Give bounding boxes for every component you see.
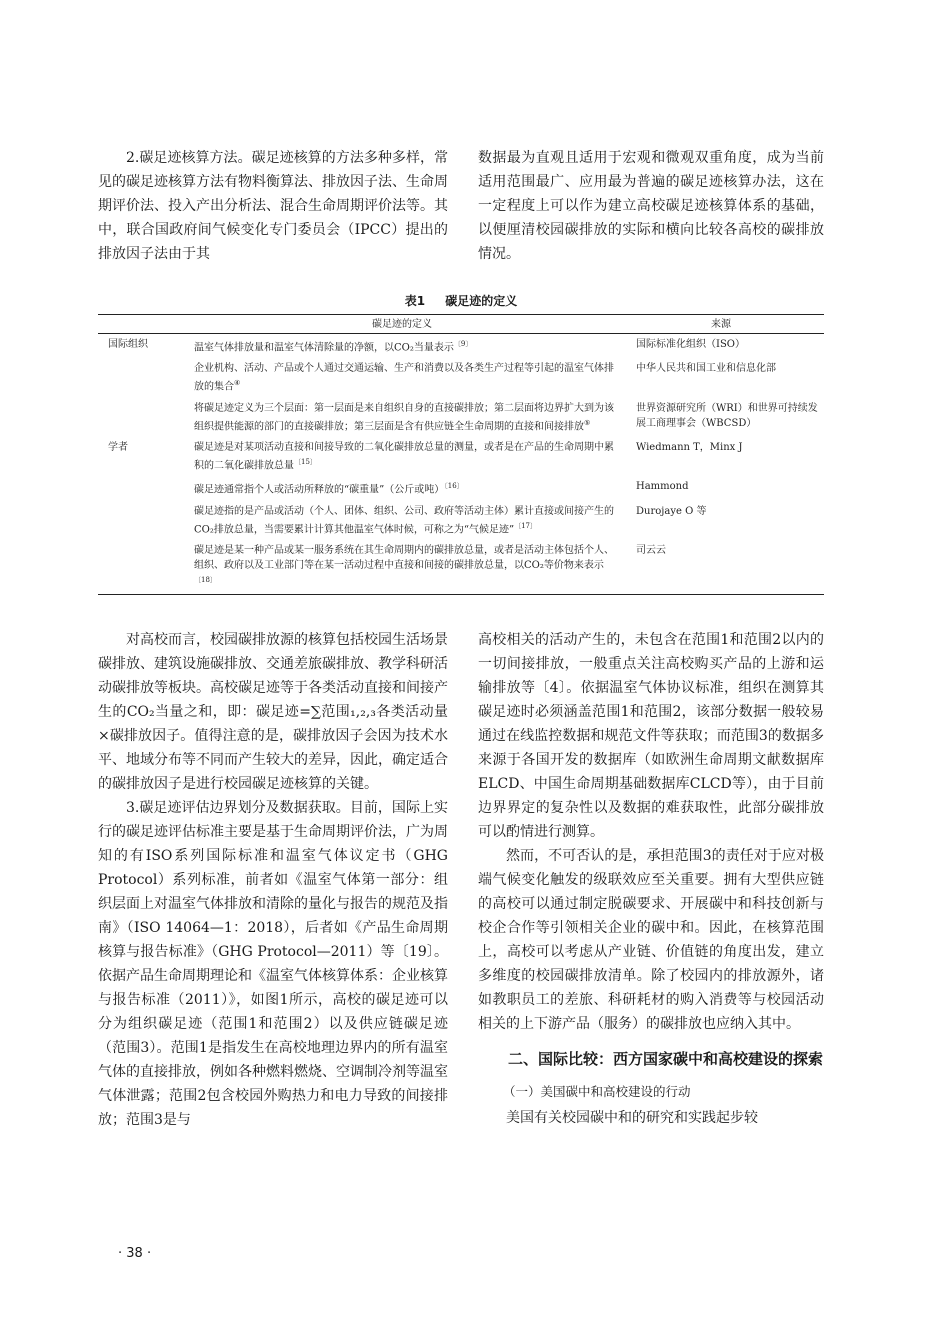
- page-number: · 38 ·: [118, 1246, 152, 1261]
- table-header-empty: [98, 315, 186, 334]
- body-column-top-left: [98, 146, 448, 266]
- table-cell-definition: [186, 501, 618, 540]
- reference-mark: ⑤: [584, 418, 591, 427]
- table-row: [98, 501, 824, 540]
- table-cell-definition: [186, 398, 618, 437]
- carbon-footprint-definition-table: [98, 314, 824, 595]
- definition-text: 温室气体排放量和温室气体清除量的净额，以CO₂当量表示: [194, 342, 454, 354]
- table-header-source: 来源: [618, 315, 824, 334]
- section-heading: 二、国际比较：西方国家碳中和高校建设的探索: [508, 1050, 824, 1068]
- reference-mark: 〔16〕: [444, 482, 464, 491]
- table-cell-category: [98, 358, 186, 397]
- reference-mark: 〔9〕: [453, 340, 473, 348]
- definition-text: 将碳足迹定义为三个层面：第一层面是来自组织自身的直接碳排放；第二层面将边界扩大到为该组织提供能源的部门的直接碳排放；第三层面是含有供应链全生命周期的直接和间接排放: [194, 402, 614, 432]
- table-cell-definition: [186, 540, 618, 595]
- body-column-top-right: [478, 146, 824, 266]
- paragraph: 高校相关的活动产生的，未包含在范围1和范围2以内的一切间接排放，一般重点关注高校购买产品的上游和运输排放等〔4〕。依据温室气体协议标准，组织在测算其碳足迹时必须涵盖范围1和范围2，该部分数据一般较易通过在线监控数据和规范文件等获取；而范围3的数据多来源于各国开发的数据库（如欧洲生命周期文献数据库ELCD、中国生命周期基础数据库CLCD等），由于目前边界界定的复杂性以及数据的难获取性，此部分碳排放可以酌情进行测算。: [478, 632, 824, 840]
- table-cell-definition: [186, 476, 618, 500]
- table-cell-category: 学者: [108, 441, 128, 453]
- body-column-bottom-left: [98, 628, 448, 1132]
- table-caption: [98, 292, 824, 309]
- reference-mark: ④: [234, 379, 241, 388]
- definition-text: 碳足迹通常指个人或活动所释放的“碳重量”（公斤或吨）: [194, 484, 445, 496]
- body-column-bottom-right: [478, 628, 824, 1130]
- table-header-definition: 碳足迹的定义: [186, 315, 618, 334]
- table-label: 表1: [404, 294, 426, 308]
- table-cell-source: 中华人民共和国工业和信息化部: [636, 363, 776, 375]
- definition-text: 企业机构、活动、产品或个人通过交通运输、生产和消费以及各类生产过程等引起的温室气体排放的集合: [194, 363, 614, 393]
- table-title: 碳足迹的定义: [445, 294, 518, 308]
- table-row: [98, 540, 824, 595]
- table-cell-category: [98, 398, 186, 437]
- definition-text: 碳足迹是对某项活动直接和间接导致的二氧化碳排放总量的测量，或者是在产品的生命周期中累积的二氧化碳排放总量: [194, 441, 614, 472]
- table-cell-definition: [186, 334, 618, 359]
- subsection-heading: （一）美国碳中和高校建设的行动: [503, 1084, 691, 1099]
- reference-mark: 〔18〕: [194, 575, 217, 584]
- paragraph: 然而，不可否认的是，承担范围3的责任对于应对极端气候变化触发的级联效应至关重要。拥有大型供应链的高校可以通过制定脱碳要求、开展碳中和科技创新与校企合作等引领相关企业的碳中和。因此，在核算范围上，高校可以考虑从产业链、价值链的角度出发，建立多维度的校园碳排放清单。除了校园内的排放源外，诸如教职员工的差旅、科研耗材的购入消费等与校园活动相关的上下游产品（服务）的碳排放也应纳入其中。: [478, 848, 824, 1032]
- table-cell-category: [98, 476, 186, 500]
- table-cell-definition: [186, 358, 618, 397]
- table-cell-source: Durojaye O 等: [636, 505, 707, 517]
- table-cell-source: Hammond: [636, 481, 689, 493]
- paragraph: 美国有关校园碳中和的研究和实践起步较: [506, 1110, 758, 1126]
- paragraph: 3.碳足迹评估边界划分及数据获取。目前，国际上实行的碳足迹评估标准主要是基于生命周期评价法，广为周知的有ISO系列国际标准和温室气体议定书（GHG Protocol）系列标准，前者如《温室气体第一部分：组织层面上对温室气体排放和清除的量化与报告的规范及指南》（ISO 14064—1：2018），后者如《产品生命周期核算与报告标准》（GHG Protocol—2011）等〔19〕。依据产品生命周期理论和《温室气体核算体系：企业核算与报告标准（2011）》，如图1所示，高校的碳足迹可以分为组织碳足迹（范围1和范围2）以及供应链碳足迹（范围3）。范围1是指发生在高校地理边界内的所有温室气体的直接排放，例如各种燃料燃烧、空调制冷剂等温室气体泄露；范围2包含校园外购热力和电力导致的间接排放；范围3是与: [98, 800, 448, 1128]
- table-cell-source: 司云云: [618, 540, 824, 595]
- table-row: [98, 437, 824, 476]
- table-cell-source: Wiedmann T，Minx J: [636, 441, 743, 453]
- table-cell-category: 国际组织: [108, 339, 148, 350]
- table-row: [98, 398, 824, 437]
- table-row: [98, 334, 824, 359]
- paragraph: 数据最为直观且适用于宏观和微观双重角度，成为当前适用范围最广、应用最为普遍的碳足迹核算办法，这在一定程度上可以作为建立高校碳足迹核算体系的基础，以便厘清校园碳排放的实际和横向比较各高校的碳排放情况。: [478, 150, 824, 262]
- paragraph: 2.碳足迹核算方法。碳足迹核算的方法多种多样，常见的碳足迹核算方法有物料衡算法、排放因子法、生命周期评价法、投入产出分析法、混合生命周期评价法等。其中，联合国政府间气候变化专门委员会（IPCC）提出的排放因子法由于其: [98, 150, 448, 262]
- table-cell-category: [98, 540, 186, 595]
- definition-text: 碳足迹指的是产品或活动（个人、团体、组织、公司、政府等活动主体）累计直接或间接产生的CO₂排放总量，当需要累计计算其他温室气体时候，可称之为“气候足迹”: [194, 505, 614, 535]
- table-cell-source: 国际标准化组织（ISO）: [636, 339, 745, 350]
- paragraph: 对高校而言，校园碳排放源的核算包括校园生活场景碳排放、建筑设施碳排放、交通差旅碳排放、教学科研活动碳排放等板块。高校碳足迹等于各类活动直接和间接产生的CO₂当量之和，即：碳足迹=∑范围₁,₂,₃各类活动量×碳排放因子。值得注意的是，碳排放因子会因为技术水平、地域分布等不同而产生较大的差异，因此，确定适合的碳排放因子是进行校园碳足迹核算的关键。: [98, 632, 448, 792]
- table-row: [98, 476, 824, 500]
- table-header-row: [98, 315, 824, 334]
- table-row: [98, 358, 824, 397]
- reference-mark: 〔15〕: [294, 457, 317, 466]
- reference-mark: 〔17〕: [514, 521, 538, 530]
- table-cell-category: [98, 501, 186, 540]
- definition-text: 碳足迹是某一种产品或某一服务系统在其生命周期内的碳排放总量，或者是活动主体包括个人、组织、政府以及工业部门等在某一活动过程中直接和间接的碳排放总量，以CO₂等价物来表示: [194, 544, 614, 571]
- table-cell-source: 世界资源研究所（WRI）和世界可持续发展工商理事会（WBCSD）: [636, 402, 818, 429]
- table-cell-definition: [186, 437, 618, 476]
